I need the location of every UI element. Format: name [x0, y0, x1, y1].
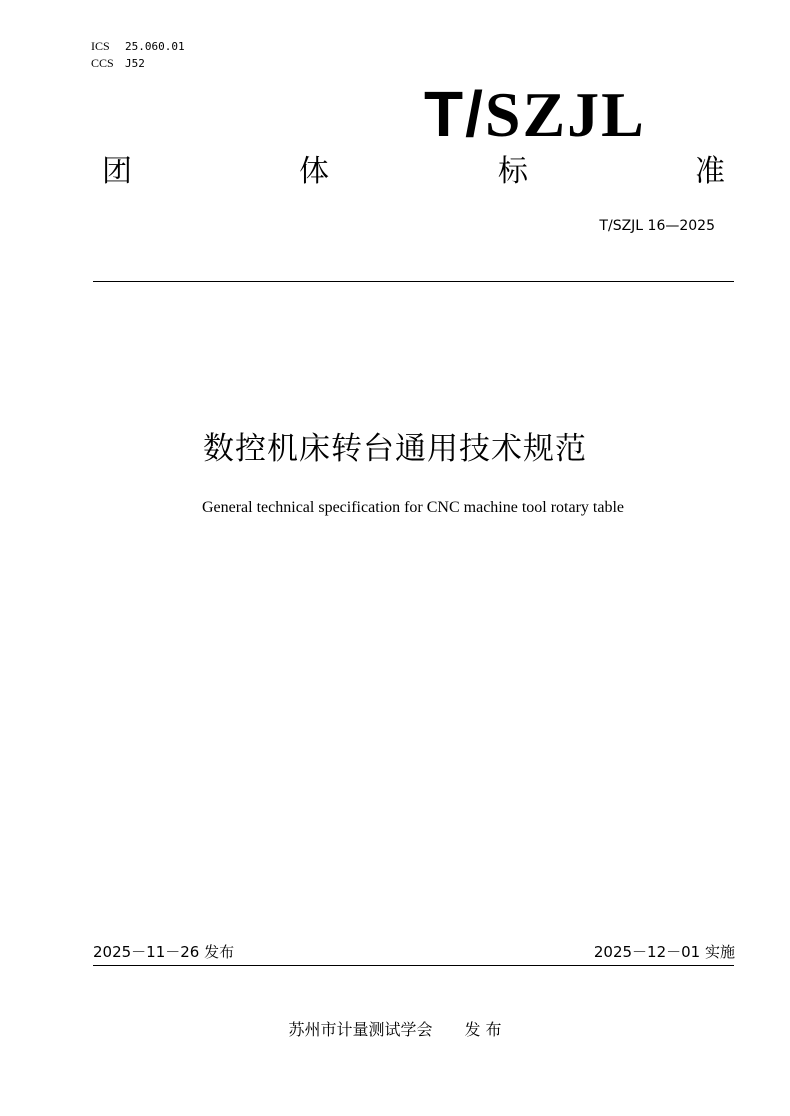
ics-label: ICS — [91, 39, 110, 53]
ccs-label: CCS — [91, 56, 114, 70]
implementation-date: 2025－12－01 实施 — [593, 943, 735, 961]
ccs-value: J52 — [125, 57, 145, 70]
standard-type-char: 标 — [498, 154, 528, 189]
standard-logo — [424, 80, 646, 149]
publisher-name: 苏州市计量测试学会 — [288, 1020, 433, 1039]
publisher-action: 发 布 — [464, 1020, 502, 1039]
publisher-line — [0, 1019, 790, 1041]
ics-value: 25.060.01 — [125, 40, 185, 53]
ccs-line — [91, 55, 185, 72]
document-title-chinese: 数控机床转台通用技术规范 — [203, 431, 587, 467]
document-title-english: General technical specification for CNC machine tool rotary table — [201, 499, 625, 516]
ics-line — [91, 38, 185, 55]
standard-type-char: 体 — [299, 154, 329, 189]
classification-block — [91, 38, 185, 72]
bottom-divider — [93, 965, 734, 966]
logo-prefix: T/ — [424, 78, 485, 150]
standard-number: T/SZJL 16—2025 — [599, 218, 715, 234]
top-divider — [93, 281, 734, 282]
standard-type-char: 团 — [102, 154, 132, 189]
standard-type-heading — [102, 150, 738, 194]
issue-date: 2025－11－26 发布 — [93, 943, 235, 961]
standard-type-char: 准 — [695, 154, 725, 189]
logo-code: SZJL — [484, 79, 646, 150]
